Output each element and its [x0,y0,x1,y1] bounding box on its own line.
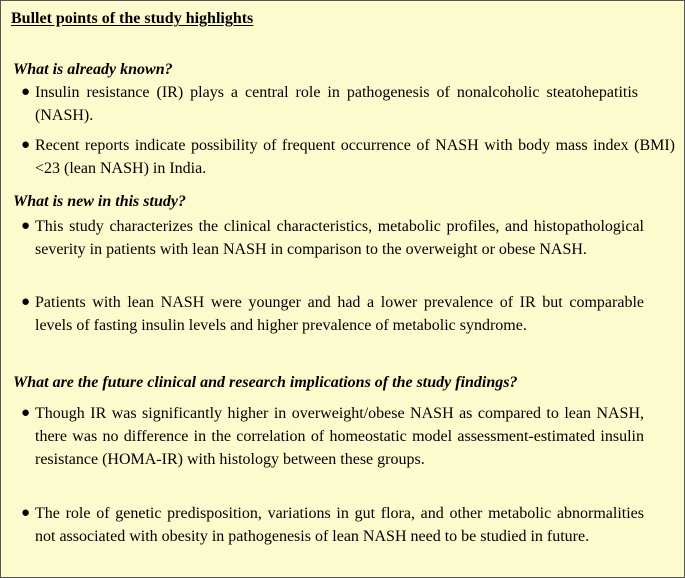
list-item: This study characterizes the clinical characteristics, metabolic profiles, and histopathological severity in patients with lean NASH in comparison to the overweight or obese NASH. [35,218,644,258]
list-item: Though IR was significantly higher in overweight/obese NASH as compared to lean NASH, there was no difference in the correlation of homeostatic model assessment-estimated insulin resistance (HOMA-IR) with histology between these groups. [35,405,644,468]
list-item: The role of genetic predisposition, variations in gut flora, and other metabolic abnormalities not associated with obesity in pathogenesis of lean NASH need to be studied in future. [35,505,644,545]
bullet-icon: ● [21,218,31,234]
section-heading-implications: What are the future clinical and research implications of the study findings? [13,374,518,391]
bullet-icon: ● [21,505,31,521]
bullet-icon: ● [21,84,31,100]
bullet-icon: ● [21,137,31,153]
page-title: Bullet points of the study highlights [11,10,254,27]
bullet-icon: ● [21,294,31,310]
section-heading-known: What is already known? [13,61,173,78]
list-item: Recent reports indicate possibility of frequent occurrence of NASH with body mass index (BMI) <23 (lean NASH) in India. [35,137,675,177]
list-item: Patients with lean NASH were younger and had a lower prevalence of IR but comparable levels of fasting insulin levels and higher prevalence of metabolic syndrome. [35,294,644,334]
bullet-icon: ● [21,405,31,421]
list-item: Insulin resistance (IR) plays a central role in pathogenesis of nonalcoholic steatohepatitis (NASH). [35,84,638,124]
section-heading-new: What is new in this study? [13,193,186,210]
